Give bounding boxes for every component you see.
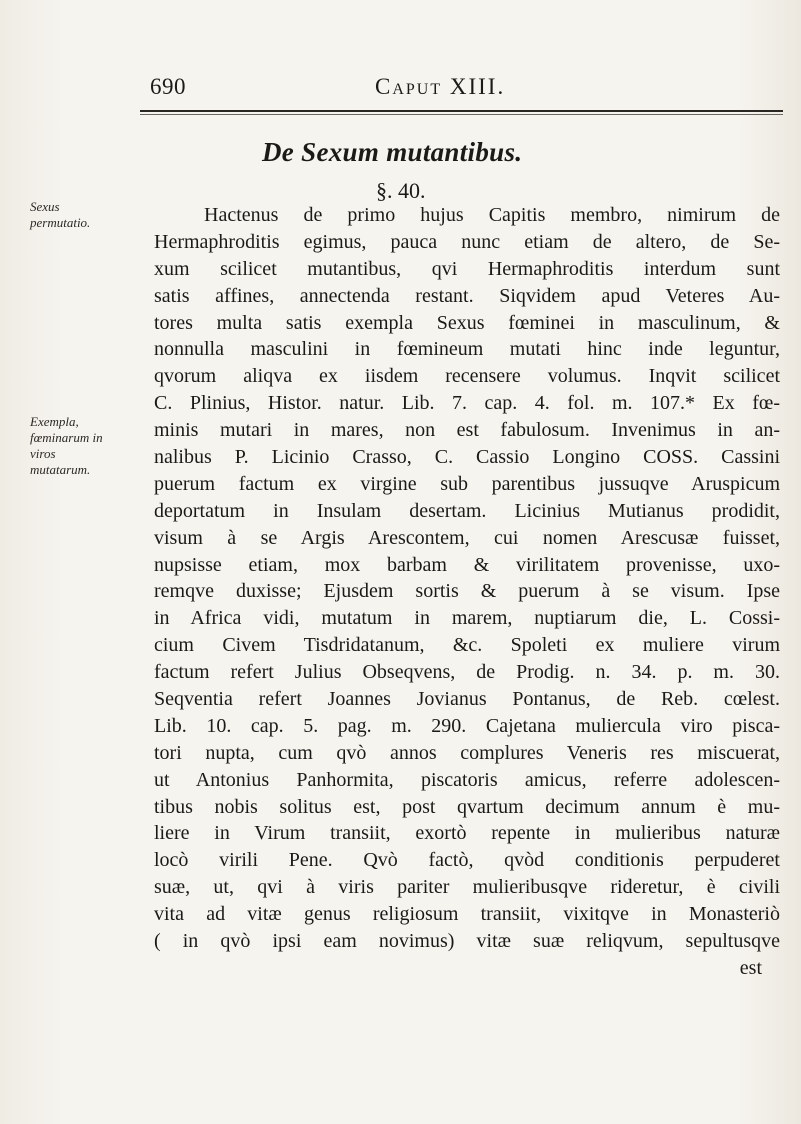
text-line: tores multa satis exempla Sexus fœminei in masculinum, & bbox=[154, 311, 780, 334]
text-line: factum refert Julius Obseqvens, de Prodig. n. 34. p. m. 30. bbox=[154, 661, 780, 684]
text-line: tori nupta, cum qvò annos complures Veneris res miscuerat, bbox=[154, 741, 780, 764]
text-line: deportatum in Insulam desertam. Licinius Mutianus prodidit, bbox=[154, 499, 780, 522]
text-line: tibus nobis solitus est, post qvartum decimum annum è mu- bbox=[154, 795, 780, 818]
header-rule-thin bbox=[140, 114, 783, 115]
section-title: De Sexum mutantibus. bbox=[262, 137, 523, 167]
text-line: ut Antonius Panhormita, piscatoris amicus, referre adolescen- bbox=[154, 768, 780, 791]
margin-note-exempla: Exempla, fœminarum in viros mutatarum. bbox=[30, 414, 103, 477]
text-line: puerum factum ex virgine sub parentibus jussuqve Aruspicum bbox=[154, 472, 780, 495]
page-number: 690 bbox=[150, 74, 186, 99]
text-line: nupsisse etiam, mox barbam & virilitatem provenisse, uxo- bbox=[154, 553, 780, 576]
text-line: xum scilicet mutantibus, qvi Hermaphroditis interdum sunt bbox=[154, 257, 780, 280]
text-line: visum à se Argis Arescontem, cui nomen Arescusæ fuisset, bbox=[154, 526, 780, 549]
text-line: locò virili Pene. Qvò factò, qvòd conditionis perpuderet bbox=[154, 849, 780, 872]
body-text bbox=[154, 202, 780, 982]
text-line: minis mutari in mares, non est fabulosum. Invenimus in an- bbox=[154, 419, 780, 442]
text-line: cium Civem Tisdridatanum, &c. Spoleti ex muliere virum bbox=[154, 634, 780, 657]
text-line: ( in qvò ipsi eam novimus) vitæ suæ reliqvum, sepultusqve bbox=[154, 930, 780, 953]
margin-note-sexus-permutatio: Sexus permutatio. bbox=[30, 199, 91, 230]
running-head: Caput XIII. bbox=[375, 74, 506, 99]
text-line: liere in Virum transiit, exortò repente in mulieribus naturæ bbox=[154, 822, 780, 845]
text-line: qvorum aliqva ex iisdem recensere volumus. Inqvit scilicet bbox=[154, 365, 780, 388]
text-line: Lib. 10. cap. 5. pag. m. 290. Cajetana muliercula viro pisca- bbox=[154, 714, 780, 737]
header-rule bbox=[140, 110, 783, 112]
text-line: satis affines, annectenda restant. Siqvidem apud Veteres Au- bbox=[154, 284, 780, 307]
text-line: Hermaphroditis egimus, pauca nunc etiam de altero, de Se- bbox=[154, 230, 780, 253]
text-line: in Africa vidi, mutatum in marem, nuptiarum die, L. Cossi- bbox=[154, 607, 780, 630]
catchword: est bbox=[739, 956, 762, 979]
text-line: nonnulla masculini in fœmineum mutati hinc inde leguntur, bbox=[154, 338, 780, 361]
section-number: §. 40. bbox=[376, 178, 426, 203]
text-line: Seqventia refert Joannes Jovianus Pontanus, de Reb. cœlest. bbox=[154, 688, 780, 711]
text-line: remqve duxisse; Ejusdem sortis & puerum à se visum. Ipse bbox=[154, 580, 780, 603]
text-line: nalibus P. Licinio Crasso, C. Cassio Longino COSS. Cassini bbox=[154, 446, 780, 469]
text-line: Hactenus de primo hujus Capitis membro, nimirum de bbox=[204, 204, 780, 226]
text-line: suæ, ut, qvi à viris pariter mulieribusqve rideretur, è civili bbox=[154, 876, 780, 899]
text-line: vita ad vitæ genus religiosum transiit, vixitqve in Monasteriò bbox=[154, 903, 780, 926]
page-header bbox=[150, 74, 770, 114]
text-line: C. Plinius, Histor. natur. Lib. 7. cap. 4. fol. m. 107.* Ex fœ- bbox=[154, 392, 780, 415]
